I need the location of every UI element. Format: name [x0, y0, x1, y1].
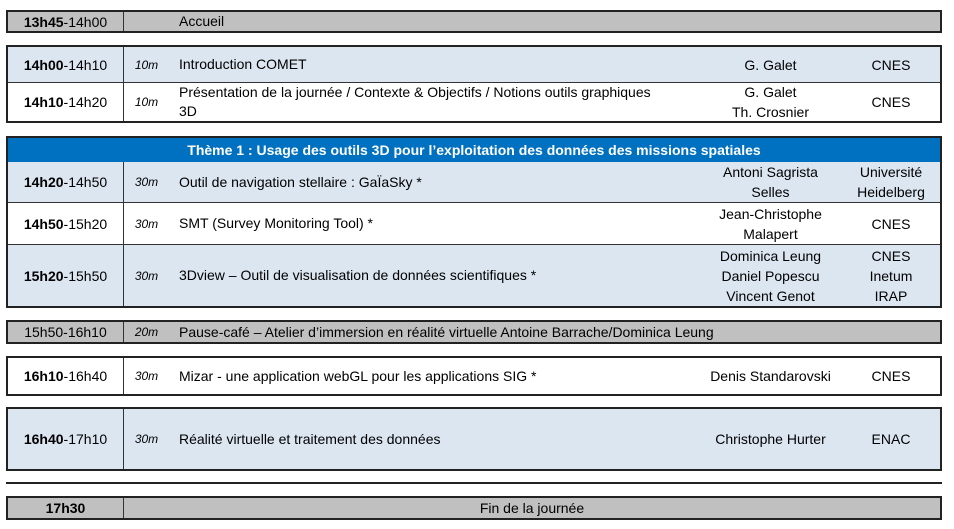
session-title: Pause-café – Atelier d’immersion en réalité virtuelle Antoine Barrache/Dominica Leung [179, 323, 714, 340]
speaker-cell: Christophe Hurter [715, 431, 826, 447]
session-title: 3Dview – Outil de visualisation de données scientifiques * [179, 267, 537, 283]
theme-table [6, 136, 942, 308]
time-cell: 14h50 -15h20 [23, 215, 108, 232]
speaker-cell: Dominica Leung Daniel Popescu Vincent Genot [719, 247, 822, 304]
org-cell: CNES [871, 94, 911, 110]
org-cell: CNES [871, 368, 911, 384]
session-title: Mizar - une application webGL pour les applications SIG * [179, 367, 537, 384]
duration-cell: 30m [123, 245, 169, 306]
time-cell: 13h45 -14h00 [23, 13, 108, 30]
duration-cell: 10m [123, 83, 169, 121]
time-cell: 14h20 -14h50 [23, 174, 108, 190]
table-row [8, 202, 940, 244]
speaker-cell: Antoni Sagrista Selles [723, 164, 818, 200]
time-cell: 15h20 -15h50 [23, 267, 108, 284]
table-row [8, 244, 940, 306]
mizar-table [6, 356, 942, 396]
org-cell: CNES [871, 56, 911, 73]
time-cell: 14h10 -14h20 [23, 94, 108, 110]
pause-row [8, 322, 940, 342]
duration-cell: 30m [123, 409, 169, 469]
speaker-cell: Denis Standarovski [710, 368, 831, 384]
session-title: Réalité virtuelle et traitement des données [179, 430, 441, 447]
org-cell: CNES Inetum IRAP [869, 247, 913, 304]
duration-cell: 30m [123, 162, 169, 202]
session-title: Outil de navigation stellaire : GaÏaSky * [179, 173, 422, 190]
table-row [8, 409, 940, 469]
table-row [8, 162, 940, 202]
accueil-row [8, 12, 940, 31]
duration-cell: 10m [123, 47, 169, 82]
fin-table [6, 496, 942, 520]
duration-cell: 30m [123, 203, 169, 244]
divider [6, 482, 942, 484]
duration-cell [123, 12, 169, 31]
session-title: Fin de la journée [123, 498, 940, 518]
session-title: SMT (Survey Monitoring Tool) * [179, 215, 373, 231]
org-cell: CNES [871, 215, 911, 232]
table-row [8, 47, 940, 82]
session-title: Introduction COMET [179, 56, 307, 72]
pause-table [6, 320, 942, 344]
time-cell: 14h00 -14h10 [23, 56, 108, 73]
table-row [8, 358, 940, 394]
time-cell: 16h40 -17h10 [23, 431, 108, 447]
vr-table [6, 407, 942, 471]
session-title: Présentation de la journée / Contexte & Objectifs / Notions outils graphiques 3D [179, 84, 651, 119]
time-cell: 15h50-16h10 [24, 324, 107, 340]
speaker-cell: G. Galet [744, 56, 797, 73]
time-cell: 17h30 [45, 500, 86, 516]
duration-cell: 20m [123, 322, 169, 342]
duration-cell: 30m [123, 358, 169, 394]
table-row [8, 82, 940, 121]
speaker-cell: G. Galet Th. Crosnier [731, 84, 810, 120]
time-cell: 16h10 -16h40 [23, 368, 108, 384]
speaker-cell: Jean-Christophe Malapert [719, 205, 822, 242]
theme-header: Thème 1 : Usage des outils 3D pour l’exploitation des données des missions spatiales [8, 138, 940, 162]
accueil-table [6, 10, 942, 33]
session-title: Accueil [179, 13, 225, 29]
org-cell: Université Heidelberg [857, 164, 925, 200]
org-cell: ENAC [871, 431, 911, 447]
intro-table [6, 45, 942, 123]
fin-row [8, 498, 940, 518]
